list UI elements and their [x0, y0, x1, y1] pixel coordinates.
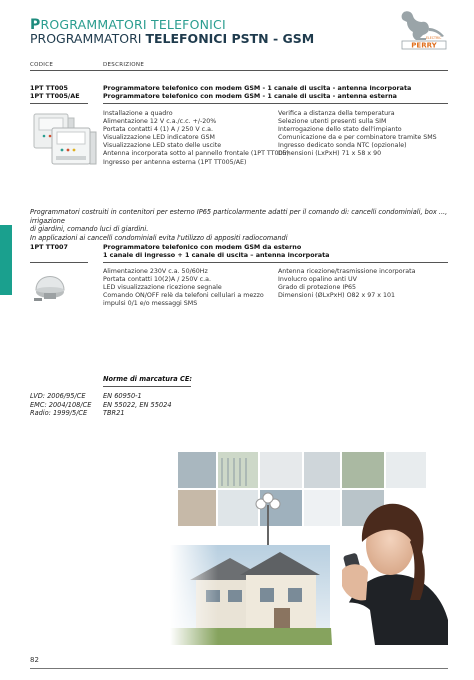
header-divider	[30, 70, 448, 71]
din-rail-module-image	[30, 108, 100, 168]
norme-label: EMC: 2004/108/CE	[30, 400, 92, 409]
feature-item: Antenna ricezione/trasmissione incorporata	[278, 268, 416, 275]
column-label-description: DESCRIZIONE	[103, 62, 145, 68]
intro-paragraph	[30, 208, 450, 242]
product1-codes	[30, 84, 80, 100]
product-code: 1PT TT005/AE	[30, 92, 80, 100]
feature-item: Visualizzazione LED stato delle uscite	[103, 142, 222, 150]
product2-features-left	[103, 268, 264, 308]
applications-photo-collage	[170, 450, 448, 645]
feature-item: Portata contatti 10(2)A / 250V c.a.	[103, 276, 212, 284]
feature-item: Selezione utenti presenti sulla SIM	[278, 118, 387, 126]
product-code: 1PT TT005	[30, 84, 68, 92]
feature-item: Portata contatti 4 (1) A / 250 V c.a.	[103, 126, 214, 134]
feature-item: Comando ON/OFF relè da telefoni cellulari a mezzo	[103, 292, 264, 300]
page-title-line2	[30, 31, 314, 46]
feature-item: Grado di protezione IP65	[278, 284, 357, 292]
product1-features-left	[103, 110, 289, 167]
title-initial: P	[30, 17, 41, 33]
title2-bold: TELEFONICI PSTN - GSM	[145, 31, 315, 46]
intro-line: di giardini, comando luci di giardini.	[30, 225, 149, 234]
desc-divider	[103, 262, 448, 263]
intro-line: Programmatori costruiti in contenitori per esterno IP65 particolarmente adatti per il comando di: cancelli condominiali, box ..., irrigazione	[30, 208, 448, 225]
norme-labels	[30, 392, 91, 418]
feature-item: Visualizzazione LED indicatore GSM	[103, 134, 215, 142]
feature-item: Verifica a distanza della temperatura	[278, 110, 395, 117]
product1-features-right	[278, 110, 437, 159]
page-number: 82	[30, 656, 39, 664]
norme-value: EN 60950-1	[103, 392, 142, 400]
norme-value: EN 55022, EN 55024	[103, 400, 172, 409]
feature-item: Involucro opalino anti UV	[278, 276, 357, 284]
column-label-code: CODICE	[30, 62, 54, 68]
svg-text:ELECTRIC: ELECTRIC	[426, 36, 442, 40]
section-tab-marker	[0, 225, 12, 295]
feature-item: Antenna incorporata sotto al pannello frontale (1PT TT005)	[103, 150, 289, 158]
norme-label: LVD: 2006/95/CE	[30, 392, 86, 400]
feature-item: Ingresso per antenna esterna (1PT TT005/AE)	[103, 158, 247, 166]
product-title: Programmatore telefonico con modem GSM - 1 canale di uscita - antenna incorporata	[103, 84, 412, 92]
desc-divider	[103, 103, 448, 104]
product-title: 1 canale di ingresso + 1 canale di uscita – antenna incorporata	[103, 251, 330, 259]
feature-item: Ingresso dedicato sonda NTC (opzionale)	[278, 142, 407, 150]
feature-item: Comunicazione da e per combinatore tramite SMS	[278, 134, 437, 142]
outdoor-dome-unit-image	[30, 262, 72, 304]
code-divider	[30, 103, 88, 104]
feature-item: Dimensioni (ØLxPxH) O82 x 97 x 101	[278, 292, 396, 300]
feature-item: Interrogazione dello stato dell'impianto	[278, 126, 402, 134]
norme-divider	[103, 386, 191, 387]
intro-line: In applicazioni ai cancelli condominiali evita l'utilizzo di appositi radiocomandi	[30, 233, 288, 242]
feature-item: LED visualizzazione ricezione segnale	[103, 284, 222, 292]
feature-item: Alimentazione 230V c.a. 50/60Hz	[103, 268, 208, 275]
norme-value: TBR21	[103, 409, 125, 418]
product2-titles	[103, 243, 329, 259]
feature-item: impulsi 0/1 e/o messaggi SMS	[103, 300, 198, 308]
perry-kangaroo-logo	[396, 8, 450, 50]
product1-titles	[103, 84, 411, 100]
norme-title: Norme di marcatura CE:	[103, 375, 192, 383]
feature-item: Alimentazione 12 V c.a./c.c. +/-20%	[103, 118, 217, 126]
title2-light: PROGRAMMATORI	[30, 31, 146, 46]
feature-item: Installazione a quadro	[103, 110, 173, 117]
feature-item: Dimensioni (LxPxH) 71 x 58 x 90	[278, 150, 382, 158]
product2-features-right	[278, 268, 415, 300]
svg-text:PERRY: PERRY	[411, 41, 437, 50]
product-title: Programmatore telefonico con modem GSM da esterno	[103, 243, 302, 251]
footer-divider	[30, 668, 448, 669]
product2-code: 1PT TT007	[30, 243, 68, 251]
norme-values	[103, 392, 172, 418]
product-title: Programmatore telefonico con modem GSM - 1 canale di uscita - antenna esterna	[103, 92, 397, 100]
norme-label: Radio: 1999/5/CE	[30, 409, 88, 418]
title-rest: ROGRAMMATORI TELEFONICI	[40, 17, 226, 32]
